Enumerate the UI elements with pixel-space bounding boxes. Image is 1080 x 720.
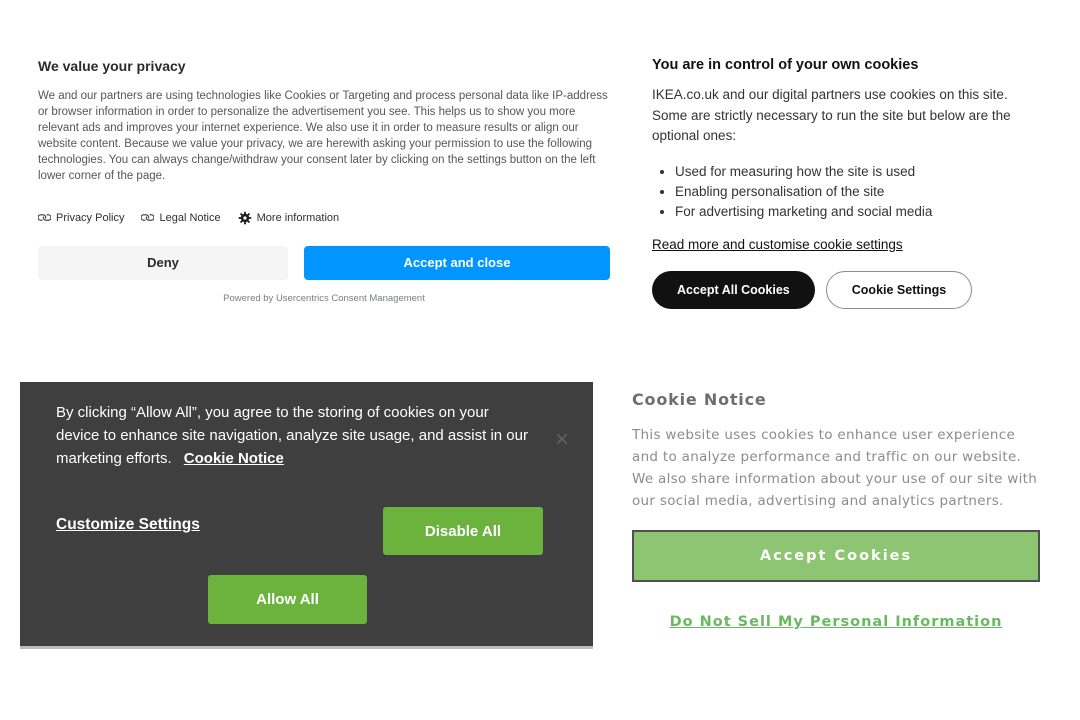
banner-buttons-row: [652, 271, 1044, 309]
cookie-purpose-item: • Enabling personalisation of the site: [675, 182, 1044, 202]
usercentrics-consent-banner: [38, 58, 610, 304]
banner-links-row: [38, 211, 610, 225]
powered-by-text: Powered by Usercentrics Consent Management: [223, 292, 425, 304]
more-information-link[interactable]: [238, 211, 340, 225]
close-icon[interactable]: ×: [554, 426, 569, 453]
cookie-settings-button[interactable]: Cookie Settings: [826, 271, 972, 309]
banner-message-text: By clicking “Allow All”, you agree to the storing of cookies on your device to enhance site navigation, analyze site usage, and assist in our marketing efforts.: [56, 404, 528, 467]
link-icon: [141, 211, 154, 224]
panel-description: This website uses cookies to enhance user experience and to analyze performance and traffic on our website. We also share information about your use of our site with our social media, advertising and analytics partners.: [632, 427, 1038, 509]
do-not-sell-row: [632, 611, 1040, 630]
banner-buttons-row: [38, 246, 610, 280]
do-not-sell-link[interactable]: Do Not Sell My Personal Information: [669, 614, 1003, 630]
legal-notice-label: Legal Notice: [159, 211, 221, 224]
privacy-policy-link[interactable]: [38, 211, 124, 224]
banner-title: You are in control of your own cookies: [652, 57, 919, 73]
banner-description: We and our partners are using technologies like Cookies or Targeting and process personal data like IP-address or browser information in order to personalize the advertisement you see. This helps us to show you more relevant ads and improves your internet experience. We also use it in order to measure results or align our website content. Because we value your privacy, we are herewith asking your permission to use the following technologies. You can always change/withdraw your consent later by clicking on the settings button on the left lower corner of the page.: [38, 90, 608, 183]
cookie-purpose-item: • For advertising marketing and social media: [675, 202, 1044, 222]
allow-all-button[interactable]: Allow All: [208, 575, 367, 624]
disable-all-button[interactable]: Disable All: [383, 507, 543, 555]
cookie-purpose-item: • Used for measuring how the site is used: [675, 162, 1044, 182]
legal-notice-link[interactable]: [141, 211, 220, 224]
link-icon: [38, 211, 51, 224]
accept-and-close-button[interactable]: Accept and close: [304, 246, 610, 280]
gear-icon: [238, 211, 252, 225]
banner-description: IKEA.co.uk and our digital partners use cookies on this site. Some are strictly necessary to run the site but below are the optional ones:: [652, 87, 1011, 144]
more-information-label: More information: [256, 211, 340, 224]
cookie-notice-panel: [632, 390, 1040, 630]
cookie-purpose-list: [652, 162, 1044, 223]
accept-all-cookies-button[interactable]: Accept All Cookies: [652, 271, 815, 309]
privacy-policy-label: Privacy Policy: [56, 211, 125, 224]
banner-message: [56, 402, 534, 470]
panel-title: Cookie Notice: [632, 390, 767, 409]
deny-button[interactable]: Deny: [38, 246, 288, 280]
read-more-link[interactable]: Read more and customise cookie settings: [652, 237, 903, 253]
onetrust-cookie-banner: [20, 382, 593, 649]
accept-cookies-button[interactable]: Accept Cookies: [632, 530, 1040, 582]
ikea-cookie-banner: [652, 57, 1044, 309]
banner-title: We value your privacy: [38, 58, 186, 74]
customize-settings-link[interactable]: Customize Settings: [56, 516, 200, 533]
cookie-notice-link[interactable]: Cookie Notice: [183, 449, 284, 467]
